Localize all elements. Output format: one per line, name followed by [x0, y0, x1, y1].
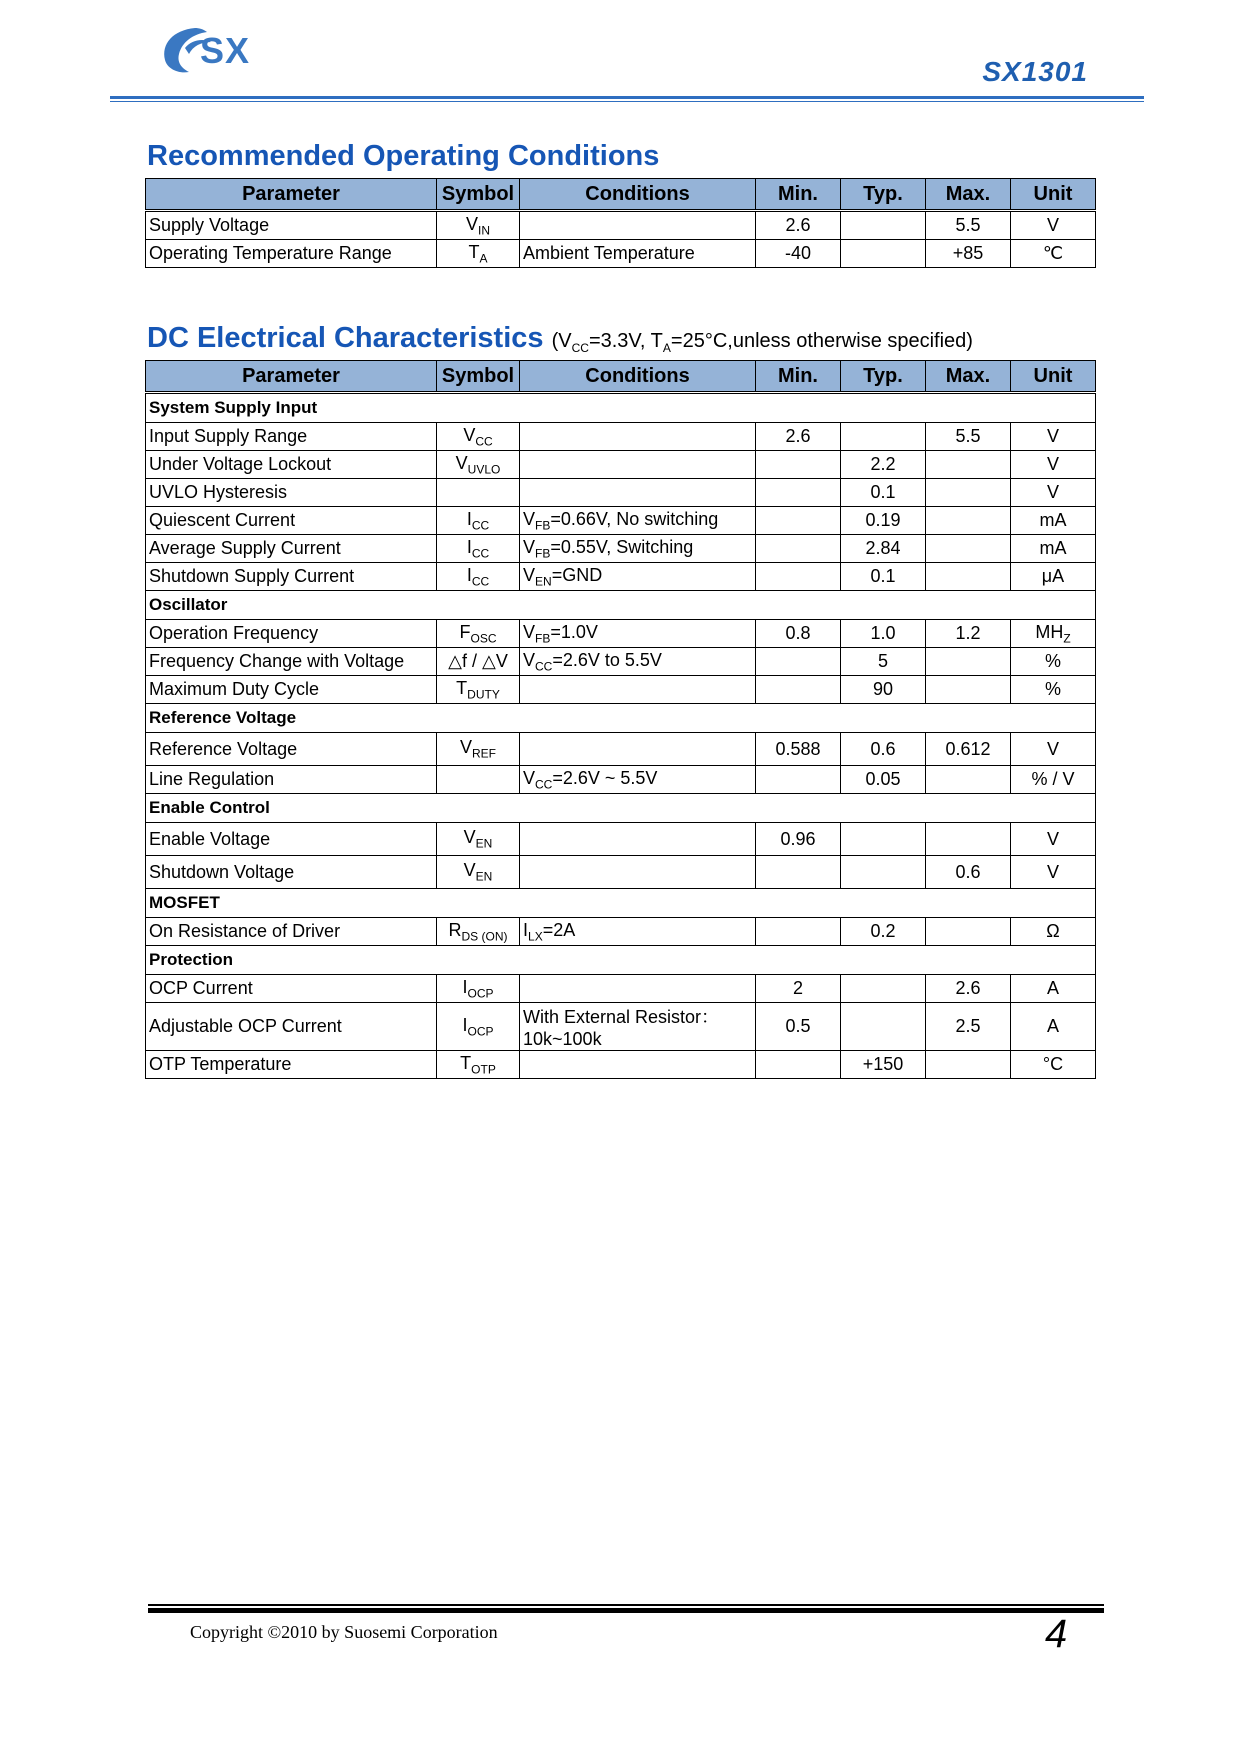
dc-cell-max [926, 451, 1011, 479]
dc-table-row [146, 620, 1096, 648]
logo-text: SX [200, 30, 251, 71]
dc-cell-cond [520, 423, 756, 451]
dc-cell-cond [520, 733, 756, 766]
footer-rule [148, 1604, 1104, 1606]
dc-section-row [146, 393, 1096, 423]
dc-cell-max [926, 676, 1011, 704]
dc-cell-min [756, 856, 841, 889]
dc-section-label: MOSFET [146, 889, 1096, 918]
rec-cell-typ [841, 240, 926, 268]
dc-table-row [146, 766, 1096, 794]
rec-cell-max: +85 [926, 240, 1011, 268]
rec-header-typ: Typ. [841, 179, 926, 211]
rec-table-row [146, 211, 1096, 240]
dc-title [147, 322, 973, 355]
dc-cell-min [756, 648, 841, 676]
dc-cell-max [926, 1051, 1011, 1079]
dc-cell-max [926, 918, 1011, 946]
dc-cell-cond: With External Resistor： 10k~100k [520, 1003, 756, 1051]
dc-table-row [146, 856, 1096, 889]
dc-cell-min [756, 479, 841, 507]
dc-cell-sym: $V_{UVLO}$ [437, 451, 520, 479]
dc-cell-cond: $V_{CC}=2.6V$ ~ 5.5V [520, 766, 756, 794]
dc-section-row [146, 889, 1096, 918]
footer-rule-thick [148, 1608, 1104, 1613]
dc-cell-cond: $V_{FB}=0.55V$, Switching [520, 535, 756, 563]
dc-cell-unit: Ω [1011, 918, 1096, 946]
dc-cell-max: 1.2 [926, 620, 1011, 648]
dc-header-typ: Typ. [841, 361, 926, 393]
dc-cell-unit: V [1011, 733, 1096, 766]
dc-section-label: Reference Voltage [146, 704, 1096, 733]
dc-cell-sym: $F_{OSC}$ [437, 620, 520, 648]
dc-cell-sym: △f / △V [437, 648, 520, 676]
dc-cell-unit: % [1011, 676, 1096, 704]
dc-cell-max: 0.612 [926, 733, 1011, 766]
dc-cell-unit: °C [1011, 1051, 1096, 1079]
recommended-table [145, 178, 1096, 268]
dc-cell-unit: μA [1011, 563, 1096, 591]
dc-cell-cond: $V_{FB}=1.0V$ [520, 620, 756, 648]
dc-cell-typ: 0.1 [841, 563, 926, 591]
rec-cell-min: -40 [756, 240, 841, 268]
dc-header-sym: Symbol [437, 361, 520, 393]
dc-cell-param: Average Supply Current [146, 535, 437, 563]
dc-section-row [146, 946, 1096, 975]
dc-table-row [146, 975, 1096, 1003]
dc-cell-param: OCP Current [146, 975, 437, 1003]
rec-cell-sym: $V_{IN}$ [437, 211, 520, 240]
dc-cell-unit: mA [1011, 535, 1096, 563]
dc-table-row [146, 648, 1096, 676]
dc-cell-param: Shutdown Voltage [146, 856, 437, 889]
rec-header-cond: Conditions [520, 179, 756, 211]
rec-cell-cond [520, 211, 756, 240]
dc-table-row [146, 479, 1096, 507]
dc-table-row [146, 676, 1096, 704]
dc-cell-max [926, 479, 1011, 507]
dc-cell-sym: $I_{CC}$ [437, 563, 520, 591]
dc-cell-sym: $V_{EN}$ [437, 823, 520, 856]
dc-section-row [146, 591, 1096, 620]
rec-cell-typ [841, 211, 926, 240]
dc-cell-sym: $I_{CC}$ [437, 507, 520, 535]
dc-cell-param: Line Regulation [146, 766, 437, 794]
dc-cell-typ [841, 423, 926, 451]
dc-title-text: DC Electrical Characteristics [147, 322, 544, 354]
dc-section-label: Protection [146, 946, 1096, 975]
dc-cell-typ: +150 [841, 1051, 926, 1079]
dc-cell-cond [520, 975, 756, 1003]
dc-table-row [146, 451, 1096, 479]
dc-cell-min: 2 [756, 975, 841, 1003]
dc-cell-typ: 0.6 [841, 733, 926, 766]
dc-cell-min [756, 918, 841, 946]
rec-header-sym: Symbol [437, 179, 520, 211]
dc-cell-max: 2.6 [926, 975, 1011, 1003]
dc-cell-unit: % / V [1011, 766, 1096, 794]
dc-cell-param: Adjustable OCP Current [146, 1003, 437, 1051]
dc-cell-cond [520, 479, 756, 507]
dc-cell-max [926, 507, 1011, 535]
dc-cell-sym: $T_{DUTY}$ [437, 676, 520, 704]
dc-cell-unit: % [1011, 648, 1096, 676]
dc-cell-sym: $V_{EN}$ [437, 856, 520, 889]
dc-header-cond: Conditions [520, 361, 756, 393]
dc-cell-typ [841, 823, 926, 856]
dc-cell-param: On Resistance of Driver [146, 918, 437, 946]
dc-cell-min [756, 563, 841, 591]
rec-cell-sym: $T_A$ [437, 240, 520, 268]
dc-cell-unit: $MH_Z$ [1011, 620, 1096, 648]
dc-cell-max [926, 766, 1011, 794]
dc-cell-cond [520, 676, 756, 704]
dc-table-row [146, 1003, 1096, 1051]
dc-table-row [146, 823, 1096, 856]
dc-cell-sym: $I_{CC}$ [437, 535, 520, 563]
dc-cell-typ: 1.0 [841, 620, 926, 648]
header-rule [110, 96, 1144, 99]
dc-table [145, 360, 1096, 1079]
dc-cell-min: 2.6 [756, 423, 841, 451]
dc-cell-max: 0.6 [926, 856, 1011, 889]
dc-cell-min: 0.5 [756, 1003, 841, 1051]
dc-cell-param: Under Voltage Lockout [146, 451, 437, 479]
dc-cell-min: 0.8 [756, 620, 841, 648]
dc-cell-sym: $V_{CC}$ [437, 423, 520, 451]
dc-cell-typ: 0.2 [841, 918, 926, 946]
rec-cell-param: Operating Temperature Range [146, 240, 437, 268]
dc-cell-min [756, 766, 841, 794]
dc-cell-cond [520, 1051, 756, 1079]
dc-section-label: Enable Control [146, 794, 1096, 823]
dc-cell-max: 2.5 [926, 1003, 1011, 1051]
dc-cell-unit: mA [1011, 507, 1096, 535]
header-rule-thin [110, 101, 1144, 102]
dc-header-min: Min. [756, 361, 841, 393]
dc-table-row [146, 423, 1096, 451]
dc-table-row [146, 507, 1096, 535]
dc-cell-typ: 5 [841, 648, 926, 676]
dc-cell-min [756, 535, 841, 563]
dc-table-row [146, 563, 1096, 591]
dc-cell-unit: V [1011, 479, 1096, 507]
dc-section-row [146, 794, 1096, 823]
rec-header-max: Max. [926, 179, 1011, 211]
dc-cell-typ: 2.84 [841, 535, 926, 563]
dc-cell-min [756, 507, 841, 535]
page-number: 4 [1045, 1612, 1068, 1656]
dc-cell-cond: $V_{CC}=2.6V$ to 5.5V [520, 648, 756, 676]
dc-cell-min: 0.96 [756, 823, 841, 856]
dc-cell-sym: $I_{OCP}$ [437, 975, 520, 1003]
dc-section-label: Oscillator [146, 591, 1096, 620]
dc-header-param: Parameter [146, 361, 437, 393]
dc-cell-typ: 90 [841, 676, 926, 704]
recommended-title: Recommended Operating Conditions [147, 140, 660, 172]
dc-cell-min [756, 451, 841, 479]
rec-cell-param: Supply Voltage [146, 211, 437, 240]
dc-section-label: System Supply Input [146, 393, 1096, 423]
dc-cell-unit: V [1011, 823, 1096, 856]
dc-cell-param: Shutdown Supply Current [146, 563, 437, 591]
dc-conditions-note: ($V_{CC}=3.3V$, $T_A=25^\circ C,unless$ otherwise specified) [551, 330, 973, 355]
rec-header-param: Parameter [146, 179, 437, 211]
dc-cell-typ: 0.05 [841, 766, 926, 794]
dc-cell-typ [841, 856, 926, 889]
dc-cell-param: Reference Voltage [146, 733, 437, 766]
dc-cell-max: 5.5 [926, 423, 1011, 451]
rec-cell-unit: V [1011, 211, 1096, 240]
dc-cell-sym: $R_{DS (ON)}$ [437, 918, 520, 946]
dc-cell-sym: $I_{OCP}$ [437, 1003, 520, 1051]
dc-cell-typ [841, 1003, 926, 1051]
dc-cell-param: UVLO Hysteresis [146, 479, 437, 507]
rec-header-unit: Unit [1011, 179, 1096, 211]
copyright: Copyright ©2010 by Suosemi Corporation [190, 1622, 498, 1642]
dc-cell-cond: $V_{EN}=GND$ [520, 563, 756, 591]
dc-cell-min [756, 676, 841, 704]
dc-table-row [146, 733, 1096, 766]
dc-header-unit: Unit [1011, 361, 1096, 393]
dc-cell-param: Enable Voltage [146, 823, 437, 856]
dc-cell-min: 0.588 [756, 733, 841, 766]
rec-cell-min: 2.6 [756, 211, 841, 240]
dc-cell-max [926, 563, 1011, 591]
dc-cell-max [926, 823, 1011, 856]
dc-cell-param: Operation Frequency [146, 620, 437, 648]
rec-header-min: Min. [756, 179, 841, 211]
dc-cell-cond [520, 823, 756, 856]
dc-cell-min [756, 1051, 841, 1079]
rec-cell-unit: ℃ [1011, 240, 1096, 268]
dc-table-row [146, 918, 1096, 946]
dc-cell-param: OTP Temperature [146, 1051, 437, 1079]
dc-cell-cond [520, 856, 756, 889]
dc-cell-unit: V [1011, 856, 1096, 889]
dc-table-row [146, 535, 1096, 563]
dc-cell-typ: 0.1 [841, 479, 926, 507]
dc-cell-cond: $I_{LX}=2A$ [520, 918, 756, 946]
dc-cell-typ: 0.19 [841, 507, 926, 535]
dc-cell-max [926, 648, 1011, 676]
dc-cell-unit: A [1011, 975, 1096, 1003]
part-number: SX1301 [982, 56, 1088, 87]
dc-cell-sym: $T_{OTP}$ [437, 1051, 520, 1079]
dc-header-max: Max. [926, 361, 1011, 393]
dc-cell-cond: $V_{FB}=0.66V$, No switching [520, 507, 756, 535]
rec-cell-max: 5.5 [926, 211, 1011, 240]
rec-cell-cond: Ambient Temperature [520, 240, 756, 268]
dc-cell-param: Frequency Change with Voltage [146, 648, 437, 676]
dc-cell-param: Input Supply Range [146, 423, 437, 451]
dc-cell-typ [841, 975, 926, 1003]
dc-cell-cond [520, 451, 756, 479]
dc-cell-unit: V [1011, 423, 1096, 451]
dc-cell-unit: V [1011, 451, 1096, 479]
rec-table-row [146, 240, 1096, 268]
dc-cell-sym [437, 479, 520, 507]
dc-cell-unit: A [1011, 1003, 1096, 1051]
dc-cell-param: Quiescent Current [146, 507, 437, 535]
dc-cell-sym [437, 766, 520, 794]
dc-cell-typ: 2.2 [841, 451, 926, 479]
dc-cell-sym: $V_{REF}$ [437, 733, 520, 766]
dc-cell-param: Maximum Duty Cycle [146, 676, 437, 704]
dc-section-row [146, 704, 1096, 733]
dc-cell-max [926, 535, 1011, 563]
dc-table-row [146, 1051, 1096, 1079]
